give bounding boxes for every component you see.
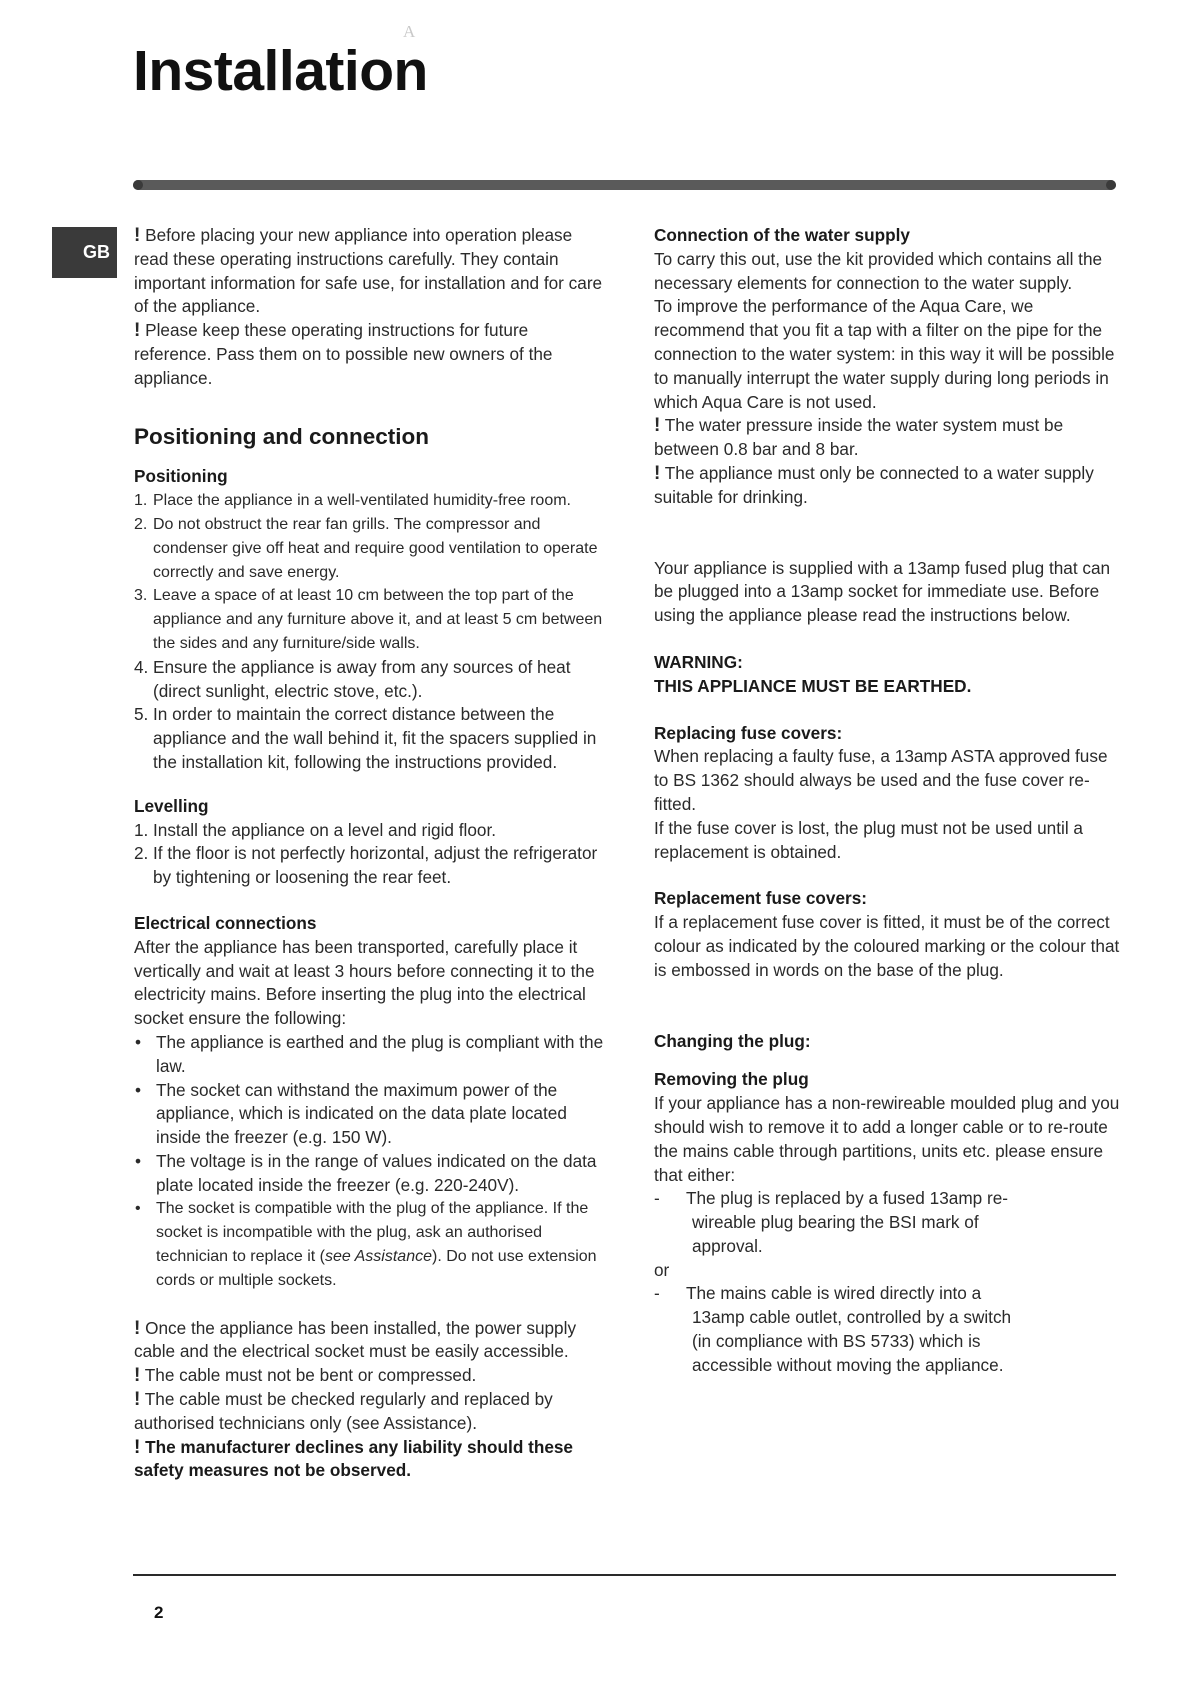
footer-rule — [133, 1574, 1116, 1576]
replacement-fuse-heading: Replacement fuse covers: — [654, 888, 868, 909]
or-text: or — [654, 1259, 670, 1280]
plug-options-list — [654, 1187, 1014, 1258]
exclamation-icon: ! — [134, 320, 141, 342]
levelling-list — [134, 819, 604, 890]
earth-warning: WARNING: — [654, 651, 743, 672]
list-item-text: Do not obstruct the rear fan grills. The compressor and condenser give off heat and require good ventilation to operate correctly and save energy. — [153, 515, 598, 581]
list-item — [134, 1079, 604, 1150]
right-column — [654, 224, 1124, 1378]
replacing-fuse-paragraph: If the fuse cover is lost, the plug must not be used until a replacement is obtained. — [654, 817, 1083, 862]
electrical-heading: Electrical connections — [134, 912, 317, 933]
list-item-text: In order to maintain the correct distance between the appliance and the wall behind it, fit the spacers supplied in the installation kit, following the instructions provided. — [153, 704, 597, 772]
list-item-text: The voltage is in the range of values indicated on the data plate located inside the freezer (e.g. 220-240V). — [156, 1150, 597, 1195]
exclamation-icon: ! — [134, 1317, 141, 1339]
list-item — [134, 584, 604, 655]
levelling-block — [134, 795, 604, 890]
list-item-text: Install the appliance on a level and rigid floor. — [153, 819, 497, 840]
left-column — [134, 224, 604, 1483]
warning-paragraph — [654, 462, 1124, 510]
exclamation-icon: ! — [654, 415, 661, 437]
positioning-block — [134, 465, 604, 774]
electrical-intro: After the appliance has been transported, carefully place it vertically and wait at least 3 hours before connecting it to the electricity mains. Before inserting the plug into the electrical socket ensure the following: — [134, 936, 595, 1029]
list-item — [654, 1187, 1014, 1258]
list-item-text: The appliance is earthed and the plug is compliant with the law. — [156, 1031, 604, 1076]
list-number: 3. — [134, 587, 148, 605]
list-item — [134, 656, 604, 704]
list-item-text: Ensure the appliance is away from any sources of heat (direct sunlight, electric stove, etc.). — [153, 656, 571, 701]
page-number: 2 — [154, 1603, 164, 1622]
bullet-icon: • — [135, 1031, 142, 1052]
plug-options-list — [654, 1282, 1014, 1377]
intro-text: Before placing your new appliance into operation please read these operating instructions carefully. They contain important information for safe use, for installation and for care of the appliance. — [134, 225, 603, 317]
intro-paragraph — [134, 224, 604, 319]
exclamation-icon: ! — [134, 1389, 141, 1411]
liability-text: The manufacturer declines any liability should these safety measures not be observed. — [134, 1436, 573, 1481]
changing-plug-heading: Changing the plug: — [654, 1030, 811, 1051]
intro-paragraph — [134, 319, 604, 390]
list-item — [134, 1031, 604, 1079]
levelling-heading: Levelling — [134, 795, 209, 816]
list-item-text: The mains cable is wired directly into a 13amp cable outlet, controlled by a switch (in compliance with BS 5733) which is accessible without moving the appliance. — [686, 1283, 1012, 1375]
dash-icon: - — [654, 1283, 660, 1304]
bullet-icon: • — [135, 1079, 142, 1100]
warning-text: The appliance must only be connected to a water supply suitable for drinking. — [654, 462, 1094, 507]
water-supply-heading: Connection of the water supply — [654, 225, 910, 245]
earth-warning: THIS APPLIANCE MUST BE EARTHED. — [654, 675, 972, 696]
list-item — [134, 513, 604, 584]
water-supply-paragraph: To carry this out, use the kit provided which contains all the necessary elements for connection to the water supply. — [654, 248, 1103, 293]
language-tab — [52, 227, 117, 278]
header-rule — [133, 180, 1116, 190]
list-item-text: ). Do not use extension cords or multiple sockets. — [156, 1248, 597, 1289]
exclamation-icon: ! — [654, 462, 661, 484]
list-number: 2. — [134, 515, 148, 533]
language-tab-label: GB — [83, 242, 110, 262]
replacing-fuse-heading: Replacing fuse covers: — [654, 722, 843, 743]
plug-intro: Your appliance is supplied with a 13amp fused plug that can be plugged into a 13amp socket for immediate use. Before using the appliance please read the instructions below. — [654, 557, 1111, 626]
list-item-text: The plug is replaced by a fused 13amp re- wireable plug bearing the BSI mark of approval. — [686, 1188, 1008, 1256]
list-item-text: If the floor is not perfectly horizontal, adjust the refrigerator by tightening or loosening the rear feet. — [153, 843, 598, 888]
list-item-text: Leave a space of at least 10 cm between the top part of the appliance and any furniture above it, and at least 5 cm between the sides and any furniture/side walls. — [153, 587, 603, 652]
list-number: 4. — [134, 656, 149, 677]
exclamation-icon: ! — [134, 1436, 141, 1458]
page-title: Installation — [133, 39, 428, 103]
bullet-icon: • — [135, 1200, 141, 1218]
positioning-list — [134, 489, 604, 775]
warning-text: The cable must not be bent or compressed. — [140, 1365, 477, 1386]
replacement-fuse-paragraph: If a replacement fuse cover is fitted, it must be of the correct colour as indicated by the coloured marking or the colour that is embossed in words on the base of the plug. — [654, 912, 1120, 980]
warning-text: The water pressure inside the water system must be between 0.8 bar and 8 bar. — [654, 415, 1064, 460]
warning-paragraph — [654, 414, 1124, 462]
dash-icon: - — [654, 1188, 660, 1209]
positioning-heading: Positioning — [134, 466, 228, 487]
list-item — [134, 1197, 604, 1292]
exclamation-icon: ! — [134, 225, 141, 246]
list-number: 2. — [134, 843, 149, 864]
corner-mark: A — [403, 22, 416, 41]
list-item-text: Place the appliance in a well-ventilated humidity-free room. — [153, 492, 571, 510]
electrical-block — [134, 912, 604, 1293]
list-item-text: The socket is compatible with the plug of the appliance. If the socket is incompatible with the plug, ask an authorised technician to replace it ( — [156, 1200, 589, 1266]
section-heading: Positioning and connection — [134, 423, 429, 449]
list-number: 1. — [134, 492, 148, 510]
warning-text: Once the appliance has been installed, the power supply cable and the electrical socket must be easily accessible. — [134, 1317, 577, 1362]
liability-warning — [134, 1436, 604, 1484]
list-item-text: The socket can withstand the maximum power of the appliance, which is indicated on the data plate located inside the freezer (e.g. 150 W). — [156, 1079, 567, 1148]
warning-paragraph — [134, 1364, 604, 1388]
electrical-list — [134, 1031, 604, 1293]
list-number: 1. — [134, 819, 149, 840]
list-item — [134, 1150, 604, 1198]
list-item — [134, 703, 604, 774]
intro-text: Please keep these operating instructions for future reference. Pass them on to possible new owners of the appliance. — [134, 320, 553, 388]
warning-paragraph — [134, 1388, 604, 1436]
safety-warnings — [134, 1317, 604, 1484]
warning-paragraph — [134, 1317, 604, 1365]
list-item — [654, 1282, 1014, 1377]
list-number: 5. — [134, 704, 149, 725]
warning-text: The cable must be checked regularly and replaced by authorised technicians only (see Assistance). — [134, 1389, 553, 1433]
removing-plug-paragraph: If your appliance has a non-rewireable moulded plug and you should wish to remove it to add a longer cable or to re-route the mains cable through partitions, units etc. please ensure that either: — [654, 1093, 1120, 1185]
water-supply-paragraph: To improve the performance of the Aqua Care, we recommend that you fit a tap with a filter on the pipe for the connection to the water system: in this way it will be possible to manually interrupt the water supply during long periods in which Aqua Care is not used. — [654, 296, 1115, 412]
list-item — [134, 842, 604, 890]
assistance-reference: see Assistance — [324, 1248, 432, 1266]
exclamation-icon: ! — [134, 1365, 141, 1387]
bullet-icon: • — [135, 1150, 142, 1171]
list-item — [134, 489, 604, 513]
removing-plug-heading: Removing the plug — [654, 1069, 809, 1090]
replacing-fuse-paragraph: When replacing a faulty fuse, a 13amp ASTA approved fuse to BS 1362 should always be used and the fuse cover re-fitted. — [654, 746, 1108, 814]
list-item — [134, 819, 604, 843]
